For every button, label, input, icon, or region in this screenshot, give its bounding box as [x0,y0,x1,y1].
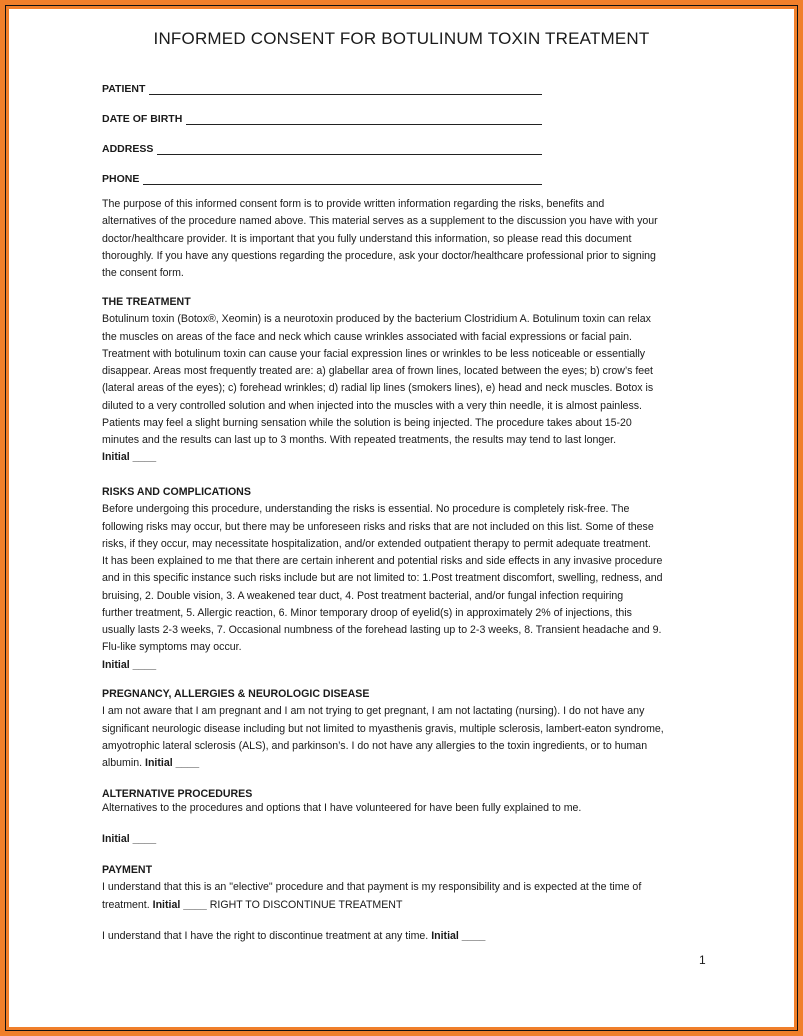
text-line: Alternatives to the procedures and options that I have volunteered for have been fully explained to me. [102,802,582,814]
text-line: thoroughly. If you have any questions regarding the procedure, ask your doctor/healthcare professional prior to signing [102,249,656,262]
text: albumin. [102,757,145,769]
text-line: the consent form. [102,267,184,279]
text-line: diluted to a very controlled solution and when injected into the muscles with a very thin needle, it is almost painless. [102,399,642,412]
intro-paragraph [102,196,712,282]
initial-field[interactable]: Initial ____ [102,451,157,464]
dob-field[interactable] [102,111,542,125]
text-line: alternatives of the procedure named above. This material serves as a supplement to the discussion you have with your [102,215,658,228]
treatment-section [102,294,712,467]
field-line[interactable] [143,173,542,185]
page-border [5,5,798,1031]
field-label: ADDRESS [102,143,154,155]
text-line: significant neurologic disease including but not limited to myasthenis gravis, multiple sclerosis, lambert-eaton syndrome, [102,722,664,735]
initial-field[interactable]: Initial ____ [431,930,486,942]
discontinue-section [102,928,712,945]
text-line: further treatment, 5. Allergic reaction, 6. Minor temporary droop of eyelid(s) in approximately 2% of injections, this [102,606,632,619]
field-line[interactable] [186,113,542,125]
text-line: following risks may occur, but there may be unforeseen risks and risks that are not included on this list. Some of these [102,520,654,533]
risks-section [102,484,712,674]
field-label: DATE OF BIRTH [102,113,183,125]
text-line: usually lasts 2-3 weeks, 7. Occasional numbness of the forehead lasting up to 2-3 weeks, 8. Transient headache and 9. [102,624,662,636]
text-line: I am not aware that I am pregnant and I am not trying to get pregnant, I am not lactating (nursing). I do not have any [102,705,645,718]
text-line: (lateral areas of the eyes); c) forehead wrinkles; d) radial lip lines (smokers lines), e) head and neck muscles. Botox is [102,382,654,395]
page-number: 1 [699,953,706,967]
initial-field[interactable]: Initial ____ [102,658,157,671]
address-field[interactable] [102,141,542,155]
text-line: Before undergoing this procedure, understanding the risks is essential. No procedure is completely risk-free. The [102,503,630,516]
text-line: Patients may feel a slight burning sensation while the solution is being injected. The procedure takes about 15-20 [102,416,632,429]
section-heading: PREGNANCY, ALLERGIES & NEUROLOGIC DISEASE [102,688,370,700]
text-line: doctor/healthcare provider. It is important that you fully understand this information, so please read this document [102,232,632,245]
field-line[interactable] [149,83,542,95]
text-line: Flu-like symptoms may occur. [102,641,242,654]
text-line: the muscles on areas of the face and neck which cause wrinkles associated with facial expressions or facial pain. [102,330,632,343]
section-heading: RISKS AND COMPLICATIONS [102,486,251,498]
section-body [102,311,712,449]
phone-field[interactable] [102,171,542,185]
text-line: risks, if they occur, may necessitate hospitalization, and/or extended outpatient therapy to permit adequate treatment. [102,537,651,550]
text-line: bruising, 2. Double vision, 3. A weakened tear duct, 4. Post treatment bacterial, and/or fungal infection requiring [102,589,624,602]
field-label: PATIENT [102,83,146,95]
section-body [102,703,712,755]
pregnancy-section [102,686,712,772]
alternative-initial [102,831,712,848]
section-heading: ALTERNATIVE PROCEDURES [102,788,253,800]
text-line: and in this specific instance such risks include but are not limited to: 1.Post treatment discomfort, swelling, redness, and [102,572,663,585]
field-label: PHONE [102,173,140,185]
patient-field[interactable] [102,81,542,95]
initial-field[interactable]: Initial ____ [102,833,157,845]
text-line: It has been explained to me that there are certain inherent and potential risks and side effects in any invasive procedure [102,555,663,567]
document-page [9,9,794,1027]
document-title: INFORMED CONSENT FOR BOTULINUM TOXIN TREATMENT [153,29,650,48]
text-line: Botulinum toxin (Botox®, Xeomin) is a neurotoxin produced by the bacterium Clostridium A. Botulinum toxin can relax [102,313,651,326]
text-line: Treatment with botulinum toxin can cause your facial expression lines or wrinkles to be less noticeable or essentially [102,347,646,360]
text: treatment. [102,898,153,911]
initial-field[interactable]: Initial ____ [145,757,200,769]
subheading-text: RIGHT TO DISCONTINUE TREATMENT [206,898,403,911]
section-heading: PAYMENT [102,864,153,876]
text-line: The purpose of this informed consent form is to provide written information regarding the risks, benefits and [102,198,605,210]
initial-field[interactable]: Initial ____ [152,898,207,911]
section-heading: THE TREATMENT [102,296,191,308]
text-line: disappear. Areas most frequently treated are: a) glabellar area of frown lines, located between the eyes; b) crow’s feet [102,365,653,377]
text-line: minutes and the results can last up to 3 months. With repeated treatments, the results may tend to last longer. [102,434,617,446]
alternative-section [102,787,712,815]
field-line[interactable] [157,143,542,155]
payment-section [102,862,712,914]
text: I understand that I have the right to discontinue treatment at any time. [102,930,432,942]
text-line: amyotrophic lateral sclerosis (ALS), and parkinson’s. I do not have any allergies to the toxin ingredients, or to human [102,739,648,752]
text: I understand that this is an "elective" procedure and that payment is my responsibility and is expected at the time of [102,881,642,894]
section-body [102,801,712,815]
section-body [102,501,712,656]
